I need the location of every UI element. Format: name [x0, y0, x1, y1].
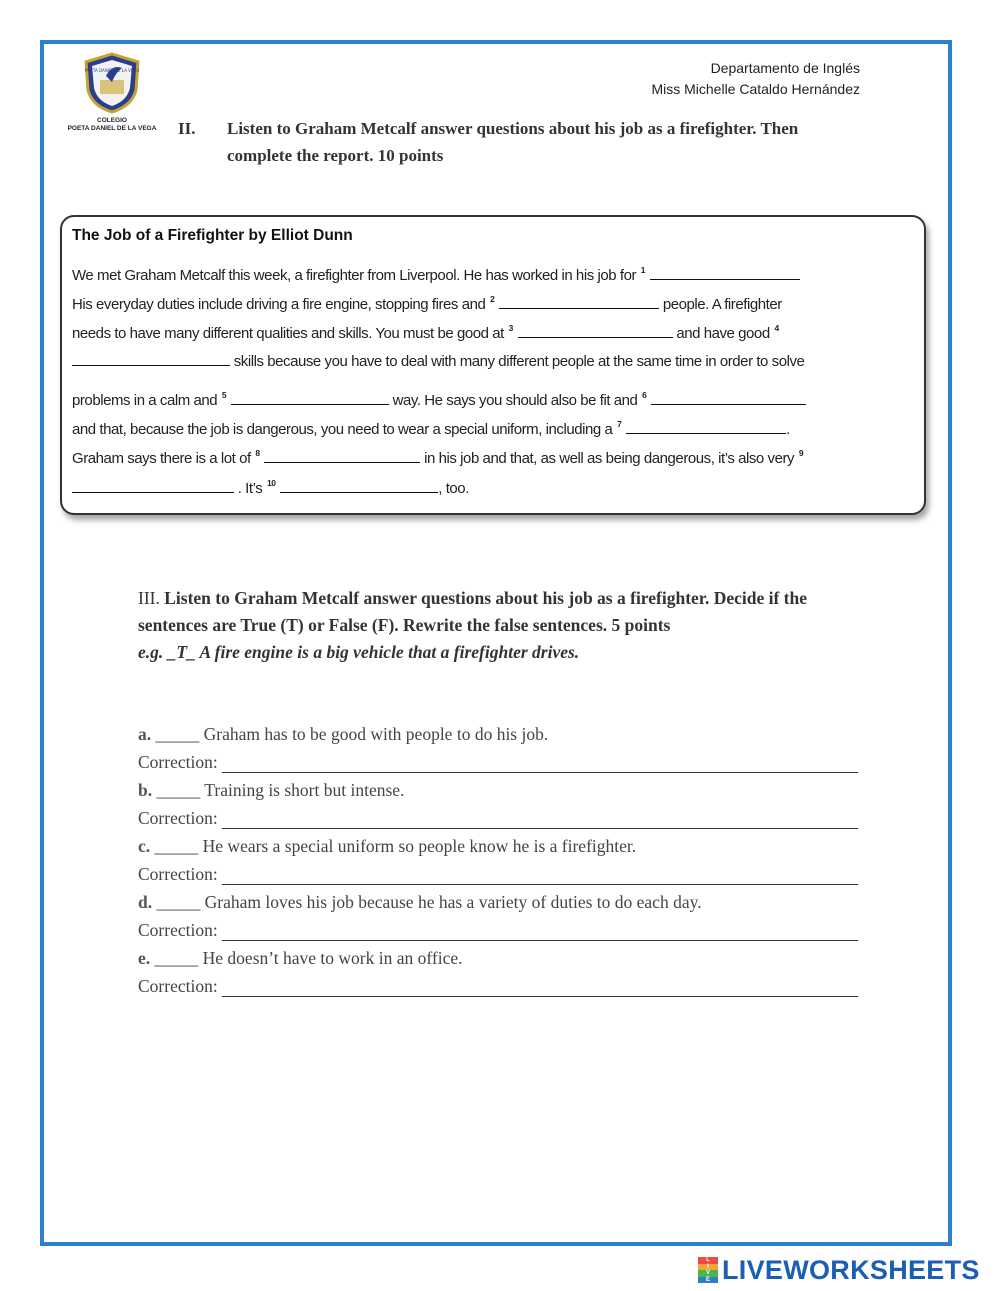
- correction-label: Correction:: [138, 808, 218, 828]
- question-text: He wears a special uniform so people know he is a firefighter.: [202, 836, 637, 856]
- blank-1[interactable]: [650, 266, 800, 280]
- question-letter: c.: [138, 836, 151, 856]
- blank-number: 3: [508, 323, 513, 333]
- correction-input[interactable]: [222, 922, 858, 941]
- correction-row: [138, 860, 858, 888]
- blank-5[interactable]: [231, 391, 389, 405]
- school-crest-icon: [82, 52, 142, 114]
- section-3-heading: [138, 585, 858, 666]
- badge-letter: L: [698, 1257, 718, 1264]
- answer-blank[interactable]: _____: [154, 948, 199, 968]
- question-text: He doesn’t have to work in an office.: [202, 948, 463, 968]
- report-text: and that, because the job is dangerous, you need to wear a special uniform, including a: [72, 421, 613, 438]
- example-sentence: e.g. _T_ A fire engine is a big vehicle that a firefighter drives.: [138, 642, 580, 662]
- answer-blank[interactable]: _____: [154, 836, 199, 856]
- blank-number: 9: [798, 448, 804, 458]
- blank-10[interactable]: [280, 479, 438, 493]
- blank-number: 8: [255, 448, 260, 458]
- blank-number: 7: [617, 419, 622, 429]
- badge-letter: E: [698, 1277, 718, 1284]
- blank-number: 2: [490, 294, 495, 304]
- correction-row: [138, 916, 858, 944]
- question-e: [138, 944, 858, 972]
- correction-label: Correction:: [138, 752, 218, 772]
- report-text: problems in a calm and: [72, 392, 218, 409]
- report-text: in his job and that, as well as being dangerous, it’s also very: [424, 450, 795, 467]
- section-3-instruction: Listen to Graham Metcalf answer questions about his job as a firefighter. Decide if the sentences are True (T) or False (F). Rewrite the false sentences. 5 points: [138, 588, 808, 635]
- question-letter: a.: [138, 724, 152, 744]
- badge-letter: V: [698, 1270, 718, 1277]
- blank-number: 10: [266, 478, 276, 488]
- question-text: Training is short but intense.: [204, 780, 405, 800]
- correction-label: Correction:: [138, 920, 218, 940]
- report-line-6: [72, 419, 790, 438]
- report-text: , too.: [438, 480, 469, 497]
- blank-4[interactable]: [72, 352, 230, 366]
- teacher-name: Miss Michelle Cataldo Hernández: [651, 81, 860, 97]
- question-d: [138, 888, 858, 916]
- report-line-1: [72, 265, 800, 284]
- report-text: Graham says there is a lot of: [72, 450, 251, 467]
- question-text: Graham loves his job because he has a variety of duties to do each day.: [204, 892, 702, 912]
- blank-number: 5: [221, 390, 227, 400]
- report-line-8: [72, 478, 469, 497]
- report-line-4: [72, 352, 804, 370]
- report-text: people. A firefighter: [662, 296, 782, 313]
- school-logo: [62, 52, 162, 144]
- question-letter: b.: [138, 780, 153, 800]
- answer-blank[interactable]: _____: [156, 892, 201, 912]
- correction-input[interactable]: [222, 810, 858, 829]
- correction-label: Correction:: [138, 864, 218, 884]
- correction-row: [138, 804, 858, 832]
- section-2-instruction: Listen to Graham Metcalf answer questions about his job as a firefighter. Then complete the report. 10 points: [227, 119, 799, 165]
- question-text: Graham has to be good with people to do his job.: [203, 724, 549, 744]
- logo-caption-name: POETA DANIEL DE LA VEGA: [67, 125, 157, 132]
- report-text: needs to have many different qualities and skills. You must be good at: [72, 325, 504, 342]
- blank-9[interactable]: [72, 479, 234, 493]
- report-text: and have good: [676, 325, 770, 342]
- crest-lettering: POETA DANIEL DE LA VEGA: [84, 68, 140, 73]
- correction-label: Correction:: [138, 976, 218, 996]
- question-letter: e.: [138, 948, 151, 968]
- report-text: . It’s: [237, 480, 263, 497]
- section-3-number: III.: [138, 588, 160, 608]
- department-label: Departamento de Inglés: [710, 60, 860, 76]
- liveworksheets-badge-icon: [698, 1257, 718, 1283]
- report-line-7: [72, 448, 804, 467]
- blank-number: 1: [640, 265, 646, 275]
- header-info: [651, 58, 860, 100]
- blank-2[interactable]: [499, 295, 659, 309]
- report-text: way. He says you should also be fit and: [392, 392, 638, 409]
- question-letter: d.: [138, 892, 153, 912]
- report-line-2: [72, 294, 782, 313]
- question-a: [138, 720, 858, 748]
- section-2-number: II.: [178, 119, 196, 138]
- true-false-list: [138, 720, 858, 1000]
- blank-6[interactable]: [651, 391, 806, 405]
- correction-row: [138, 972, 858, 1000]
- question-c: [138, 832, 858, 860]
- blank-8[interactable]: [264, 449, 420, 463]
- liveworksheets-logo[interactable]: [698, 1256, 980, 1284]
- answer-blank[interactable]: _____: [155, 724, 200, 744]
- report-line-5: [72, 390, 806, 409]
- report-text: We met Graham Metcalf this week, a firefighter from Liverpool. He has worked in his job for: [72, 267, 637, 284]
- logo-caption-school: COLEGIO: [97, 117, 127, 124]
- report-box: [60, 215, 926, 515]
- question-b: [138, 776, 858, 804]
- blank-7[interactable]: [626, 420, 786, 434]
- blank-number: 6: [642, 390, 647, 400]
- report-text: skills because you have to deal with many different people at the same time in order to solve: [233, 353, 805, 370]
- correction-row: [138, 748, 858, 776]
- blank-number: 4: [774, 323, 779, 333]
- report-text: His everyday duties include driving a fire engine, stopping fires and: [72, 296, 486, 313]
- correction-input[interactable]: [222, 866, 858, 885]
- report-line-3: [72, 323, 780, 342]
- correction-input[interactable]: [222, 978, 858, 997]
- blank-3[interactable]: [518, 324, 673, 338]
- liveworksheets-brand: LIVEWORKSHEETS: [722, 1254, 980, 1285]
- answer-blank[interactable]: _____: [156, 780, 201, 800]
- badge-letter: I: [698, 1264, 718, 1271]
- report-text: .: [786, 421, 790, 438]
- report-title: The Job of a Firefighter by Elliot Dunn: [72, 227, 353, 244]
- correction-input[interactable]: [222, 754, 858, 773]
